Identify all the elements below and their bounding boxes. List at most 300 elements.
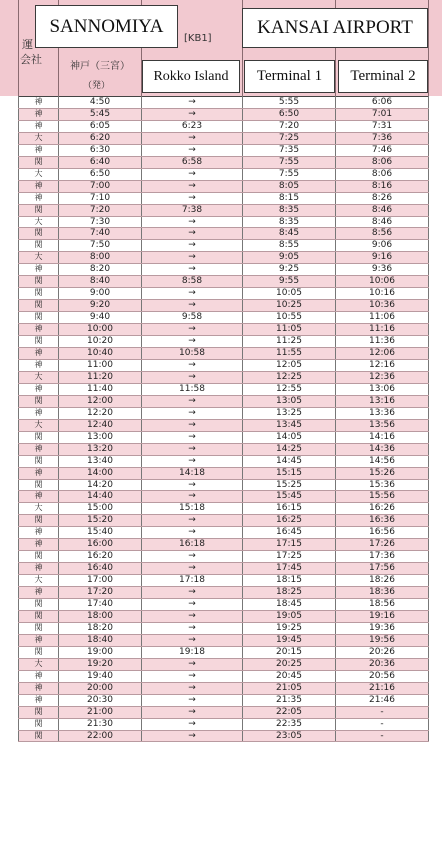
terminal-2-cell: 18:36: [336, 587, 429, 599]
departure-cell: 15:20: [59, 515, 142, 527]
departure-cell: 7:10: [59, 192, 142, 204]
terminal-2-cell: 18:56: [336, 599, 429, 611]
operator-cell: 関: [19, 300, 59, 312]
departure-cell: 19:00: [59, 646, 142, 658]
terminal-2-cell: 10:06: [336, 276, 429, 288]
rokko-island-cell: →: [142, 264, 243, 276]
departure-cell: 6:20: [59, 132, 142, 144]
table-row: [19, 587, 429, 599]
table-row: [19, 622, 429, 634]
operator-cell: 関: [19, 515, 59, 527]
departure-cell: 7:00: [59, 180, 142, 192]
terminal-1-cell: 5:55: [243, 97, 336, 109]
rokko-island-cell: 19:18: [142, 646, 243, 658]
terminal-2-cell: 13:06: [336, 383, 429, 395]
terminal-1-cell: 15:15: [243, 467, 336, 479]
destination-title: KANSAI AIRPORT: [242, 8, 428, 48]
terminal-1-cell: 12:25: [243, 371, 336, 383]
departure-cell: 8:20: [59, 264, 142, 276]
table-row: [19, 264, 429, 276]
operator-cell: 神: [19, 467, 59, 479]
departure-cell: 6:30: [59, 144, 142, 156]
operator-cell: 神: [19, 587, 59, 599]
table-row: [19, 730, 429, 742]
operator-cell: 関: [19, 336, 59, 348]
rokko-island-cell: →: [142, 706, 243, 718]
rokko-island-cell: →: [142, 563, 243, 575]
terminal-2-cell: 19:36: [336, 622, 429, 634]
terminal-2-cell: 13:56: [336, 419, 429, 431]
table-row: [19, 359, 429, 371]
table-row: [19, 180, 429, 192]
terminal-1-cell: 18:45: [243, 599, 336, 611]
terminal-1-cell: 9:25: [243, 264, 336, 276]
terminal-2-cell: 8:56: [336, 228, 429, 240]
operator-cell: 神: [19, 682, 59, 694]
terminal-2-cell: 11:06: [336, 312, 429, 324]
departure-cell: 7:20: [59, 204, 142, 216]
terminal-1-cell: 22:05: [243, 706, 336, 718]
departure-cell: 17:00: [59, 575, 142, 587]
terminal-2-cell: 10:36: [336, 300, 429, 312]
origin-title: SANNOMIYA: [35, 5, 178, 48]
terminal-2-cell: 14:56: [336, 455, 429, 467]
rokko-island-cell: →: [142, 336, 243, 348]
rokko-island-cell: →: [142, 658, 243, 670]
terminal-2-cell: 15:26: [336, 467, 429, 479]
table-row: [19, 288, 429, 300]
terminal-2-cell: 12:16: [336, 359, 429, 371]
rokko-island-cell: →: [142, 599, 243, 611]
table-row: [19, 455, 429, 467]
terminal-1-cell: 12:05: [243, 359, 336, 371]
rokko-island-cell: →: [142, 443, 243, 455]
departure-cell: 17:20: [59, 587, 142, 599]
operator-cell: 関: [19, 646, 59, 658]
operator-cell: 神: [19, 180, 59, 192]
rokko-island-cell: 15:18: [142, 503, 243, 515]
operator-cell: 大: [19, 658, 59, 670]
terminal-1-cell: 12:55: [243, 383, 336, 395]
terminal-2-cell: 13:16: [336, 395, 429, 407]
operator-cell: 関: [19, 288, 59, 300]
departure-cell: 4:50: [59, 97, 142, 109]
rokko-island-cell: →: [142, 718, 243, 730]
terminal-1-cell: 14:05: [243, 431, 336, 443]
terminal-1-cell: 7:55: [243, 156, 336, 168]
terminal-2-cell: 14:36: [336, 443, 429, 455]
rokko-island-cell: 11:58: [142, 383, 243, 395]
table-row: [19, 467, 429, 479]
terminal-2-cell: 17:26: [336, 539, 429, 551]
operator-cell: 神: [19, 97, 59, 109]
terminal-2-cell: 11:36: [336, 336, 429, 348]
table-row: [19, 156, 429, 168]
rokko-island-cell: →: [142, 359, 243, 371]
table-row: [19, 371, 429, 383]
rokko-island-cell: →: [142, 132, 243, 144]
table-row: [19, 563, 429, 575]
terminal-1-cell: 16:15: [243, 503, 336, 515]
table-row: [19, 682, 429, 694]
rokko-island-cell: →: [142, 491, 243, 503]
operator-cell: 関: [19, 455, 59, 467]
terminal-1-cell: 19:25: [243, 622, 336, 634]
departure-cell: 11:20: [59, 371, 142, 383]
rokko-island-cell: →: [142, 324, 243, 336]
departure-cell: 18:40: [59, 634, 142, 646]
terminal-1-cell: 7:55: [243, 168, 336, 180]
terminal-1-cell: 18:15: [243, 575, 336, 587]
operator-label: 運: [22, 38, 33, 51]
operator-cell: 神: [19, 563, 59, 575]
terminal-1-cell: 15:45: [243, 491, 336, 503]
departure-cell: 16:00: [59, 539, 142, 551]
operator-cell: 神: [19, 527, 59, 539]
table-row: [19, 634, 429, 646]
operator-cell: 大: [19, 575, 59, 587]
table-row: [19, 192, 429, 204]
terminal-2-cell: 10:16: [336, 288, 429, 300]
operator-cell: 神: [19, 120, 59, 132]
table-row: [19, 252, 429, 264]
terminal-1-cell: 19:45: [243, 634, 336, 646]
terminal-2-cell: 15:36: [336, 479, 429, 491]
rokko-island-cell: →: [142, 479, 243, 491]
terminal-2-cell: 17:56: [336, 563, 429, 575]
table-row: [19, 551, 429, 563]
table-row: [19, 168, 429, 180]
terminal-2-cell: 11:16: [336, 324, 429, 336]
operator-cell: 関: [19, 156, 59, 168]
rokko-island-cell: →: [142, 168, 243, 180]
operator-cell: 関: [19, 276, 59, 288]
terminal-2-cell: -: [336, 706, 429, 718]
table-row: [19, 670, 429, 682]
terminal-2-cell: 18:26: [336, 575, 429, 587]
rokko-island-cell: →: [142, 228, 243, 240]
departure-cell: 9:20: [59, 300, 142, 312]
operator-label: 会社: [20, 53, 42, 66]
table-row: [19, 527, 429, 539]
operator-cell: 神: [19, 108, 59, 120]
departure-cell: 12:00: [59, 395, 142, 407]
terminal-2-cell: 8:16: [336, 180, 429, 192]
stop-code: [KB1]: [184, 33, 212, 44]
departure-cell: 20:30: [59, 694, 142, 706]
terminal-1-cell: 14:45: [243, 455, 336, 467]
terminal-1-cell: 18:25: [243, 587, 336, 599]
rokko-island-cell: →: [142, 682, 243, 694]
terminal-1-cell: 8:35: [243, 216, 336, 228]
table-row: [19, 336, 429, 348]
table-row: [19, 479, 429, 491]
terminal-1-cell: 7:35: [243, 144, 336, 156]
terminal-2-cell: -: [336, 730, 429, 742]
table-row: [19, 144, 429, 156]
operator-cell: 関: [19, 431, 59, 443]
terminal-2-cell: 7:31: [336, 120, 429, 132]
operator-cell: 関: [19, 706, 59, 718]
terminal-1-cell: 8:35: [243, 204, 336, 216]
terminal-2-cell: 21:46: [336, 694, 429, 706]
departure-cell: 16:40: [59, 563, 142, 575]
table-row: [19, 646, 429, 658]
table-row: [19, 491, 429, 503]
table-row: [19, 228, 429, 240]
terminal-1-cell: 10:05: [243, 288, 336, 300]
operator-cell: 神: [19, 443, 59, 455]
terminal-2-cell: 21:16: [336, 682, 429, 694]
rokko-island-cell: →: [142, 240, 243, 252]
terminal-1-cell: 11:55: [243, 348, 336, 360]
operator-cell: 大: [19, 419, 59, 431]
terminal-2-cell: 9:16: [336, 252, 429, 264]
terminal-1-cell: 17:15: [243, 539, 336, 551]
terminal-2-cell: 12:36: [336, 371, 429, 383]
terminal-2-cell: 16:36: [336, 515, 429, 527]
departure-cell: 19:20: [59, 658, 142, 670]
table-row: [19, 599, 429, 611]
operator-cell: 神: [19, 539, 59, 551]
terminal-1-cell: 21:35: [243, 694, 336, 706]
terminal-1-cell: 13:05: [243, 395, 336, 407]
operator-cell: 神: [19, 491, 59, 503]
table-row: [19, 132, 429, 144]
rokko-island-cell: →: [142, 730, 243, 742]
departure-cell: 6:05: [59, 120, 142, 132]
terminal-1-cell: 10:55: [243, 312, 336, 324]
departure-cell: 18:00: [59, 610, 142, 622]
departure-cell: 6:50: [59, 168, 142, 180]
departure-cell: 9:40: [59, 312, 142, 324]
operator-cell: 大: [19, 132, 59, 144]
terminal-2-cell: 9:06: [336, 240, 429, 252]
terminal-1-header: Terminal 1: [244, 60, 335, 93]
terminal-1-cell: 8:45: [243, 228, 336, 240]
departure-jp-label: （発）: [83, 81, 111, 91]
departure-cell: 7:50: [59, 240, 142, 252]
terminal-2-cell: 19:56: [336, 634, 429, 646]
terminal-2-cell: 7:46: [336, 144, 429, 156]
terminal-1-cell: 7:20: [243, 120, 336, 132]
terminal-1-cell: 7:25: [243, 132, 336, 144]
terminal-1-cell: 9:05: [243, 252, 336, 264]
departure-cell: 7:30: [59, 216, 142, 228]
operator-cell: 神: [19, 407, 59, 419]
rokko-island-cell: →: [142, 252, 243, 264]
operator-cell: 大: [19, 503, 59, 515]
operator-cell: 関: [19, 228, 59, 240]
table-row: [19, 539, 429, 551]
table-row: [19, 515, 429, 527]
table-row: [19, 120, 429, 132]
terminal-1-cell: 21:05: [243, 682, 336, 694]
terminal-2-cell: 8:06: [336, 156, 429, 168]
departure-cell: 13:20: [59, 443, 142, 455]
departure-cell: 12:40: [59, 419, 142, 431]
terminal-1-cell: 8:55: [243, 240, 336, 252]
departure-cell: 20:00: [59, 682, 142, 694]
operator-cell: 神: [19, 348, 59, 360]
departure-cell: 14:00: [59, 467, 142, 479]
table-row: [19, 240, 429, 252]
operator-cell: 神: [19, 144, 59, 156]
rokko-island-cell: →: [142, 395, 243, 407]
rokko-island-cell: 16:18: [142, 539, 243, 551]
departure-cell: 12:20: [59, 407, 142, 419]
terminal-2-cell: 16:26: [336, 503, 429, 515]
departure-cell: 11:00: [59, 359, 142, 371]
terminal-1-cell: 17:45: [243, 563, 336, 575]
terminal-1-cell: 15:25: [243, 479, 336, 491]
rokko-island-cell: 7:38: [142, 204, 243, 216]
rokko-island-cell: →: [142, 419, 243, 431]
terminal-2-cell: 8:46: [336, 204, 429, 216]
rokko-island-cell: 6:58: [142, 156, 243, 168]
terminal-1-cell: 13:25: [243, 407, 336, 419]
departure-cell: 15:00: [59, 503, 142, 515]
rokko-island-cell: →: [142, 216, 243, 228]
operator-cell: 神: [19, 694, 59, 706]
rokko-island-cell: →: [142, 622, 243, 634]
terminal-1-cell: 20:45: [243, 670, 336, 682]
departure-cell: 13:00: [59, 431, 142, 443]
terminal-1-cell: 8:05: [243, 180, 336, 192]
terminal-2-cell: 6:06: [336, 97, 429, 109]
departure-cell: 14:20: [59, 479, 142, 491]
operator-cell: 大: [19, 168, 59, 180]
table-row: [19, 431, 429, 443]
table-row: [19, 312, 429, 324]
rokko-island-cell: →: [142, 587, 243, 599]
rokko-island-header: Rokko Island: [142, 60, 240, 93]
operator-cell: 神: [19, 670, 59, 682]
operator-cell: 神: [19, 192, 59, 204]
rokko-island-cell: →: [142, 634, 243, 646]
rokko-island-cell: →: [142, 144, 243, 156]
departure-cell: 10:00: [59, 324, 142, 336]
operator-cell: 大: [19, 216, 59, 228]
terminal-2-cell: 9:36: [336, 264, 429, 276]
terminal-2-cell: -: [336, 718, 429, 730]
terminal-1-cell: 10:25: [243, 300, 336, 312]
departure-cell: 6:40: [59, 156, 142, 168]
departure-cell: 8:40: [59, 276, 142, 288]
rokko-island-cell: 17:18: [142, 575, 243, 587]
terminal-1-cell: 20:15: [243, 646, 336, 658]
terminal-1-cell: 9:55: [243, 276, 336, 288]
departure-cell: 10:40: [59, 348, 142, 360]
operator-cell: 関: [19, 395, 59, 407]
operator-cell: 関: [19, 610, 59, 622]
terminal-2-cell: 20:56: [336, 670, 429, 682]
operator-cell: 関: [19, 312, 59, 324]
table-row: [19, 443, 429, 455]
terminal-2-header: Terminal 2: [338, 60, 428, 93]
operator-cell: 神: [19, 359, 59, 371]
table-row: [19, 348, 429, 360]
terminal-1-cell: 19:05: [243, 610, 336, 622]
table-row: [19, 204, 429, 216]
operator-cell: 関: [19, 479, 59, 491]
rokko-island-cell: →: [142, 108, 243, 120]
table-row: [19, 383, 429, 395]
header-divider: [428, 0, 429, 96]
operator-cell: 神: [19, 634, 59, 646]
rokko-island-cell: 14:18: [142, 467, 243, 479]
rokko-island-cell: →: [142, 551, 243, 563]
departure-cell: 15:40: [59, 527, 142, 539]
terminal-2-cell: 14:16: [336, 431, 429, 443]
departure-cell: 21:00: [59, 706, 142, 718]
rokko-island-cell: →: [142, 407, 243, 419]
operator-cell: 大: [19, 252, 59, 264]
timetable-body: [19, 97, 429, 742]
terminal-1-cell: 13:45: [243, 419, 336, 431]
operator-cell: 神: [19, 383, 59, 395]
table-row: [19, 694, 429, 706]
terminal-2-cell: 8:46: [336, 216, 429, 228]
departure-cell: 17:40: [59, 599, 142, 611]
operator-cell: 関: [19, 551, 59, 563]
operator-cell: 関: [19, 718, 59, 730]
table-row: [19, 276, 429, 288]
terminal-1-cell: 22:35: [243, 718, 336, 730]
terminal-2-cell: 12:06: [336, 348, 429, 360]
rokko-island-cell: →: [142, 180, 243, 192]
departure-cell: 16:20: [59, 551, 142, 563]
departure-cell: 7:40: [59, 228, 142, 240]
departure-cell: 10:20: [59, 336, 142, 348]
departure-cell: 9:00: [59, 288, 142, 300]
terminal-2-cell: 16:56: [336, 527, 429, 539]
terminal-2-cell: 15:56: [336, 491, 429, 503]
terminal-1-cell: 14:25: [243, 443, 336, 455]
departure-cell: 11:40: [59, 383, 142, 395]
rokko-island-cell: →: [142, 610, 243, 622]
table-row: [19, 407, 429, 419]
rokko-island-cell: 10:58: [142, 348, 243, 360]
terminal-2-cell: 7:36: [336, 132, 429, 144]
departure-cell: 22:00: [59, 730, 142, 742]
table-row: [19, 419, 429, 431]
operator-cell: 関: [19, 730, 59, 742]
rokko-island-cell: →: [142, 694, 243, 706]
departure-cell: 19:40: [59, 670, 142, 682]
table-row: [19, 706, 429, 718]
departure-cell: 14:40: [59, 491, 142, 503]
departure-cell: 13:40: [59, 455, 142, 467]
table-row: [19, 610, 429, 622]
timetable: [18, 96, 429, 742]
operator-cell: 神: [19, 264, 59, 276]
rokko-island-cell: →: [142, 515, 243, 527]
terminal-1-cell: 16:45: [243, 527, 336, 539]
rokko-island-cell: →: [142, 670, 243, 682]
terminal-2-cell: 13:36: [336, 407, 429, 419]
table-row: [19, 575, 429, 587]
rokko-island-cell: 6:23: [142, 120, 243, 132]
table-row: [19, 324, 429, 336]
terminal-1-cell: 17:25: [243, 551, 336, 563]
rokko-island-cell: 8:58: [142, 276, 243, 288]
terminal-2-cell: 8:26: [336, 192, 429, 204]
terminal-2-cell: 20:26: [336, 646, 429, 658]
terminal-1-cell: 6:50: [243, 108, 336, 120]
operator-cell: 関: [19, 599, 59, 611]
departure-cell: 5:45: [59, 108, 142, 120]
